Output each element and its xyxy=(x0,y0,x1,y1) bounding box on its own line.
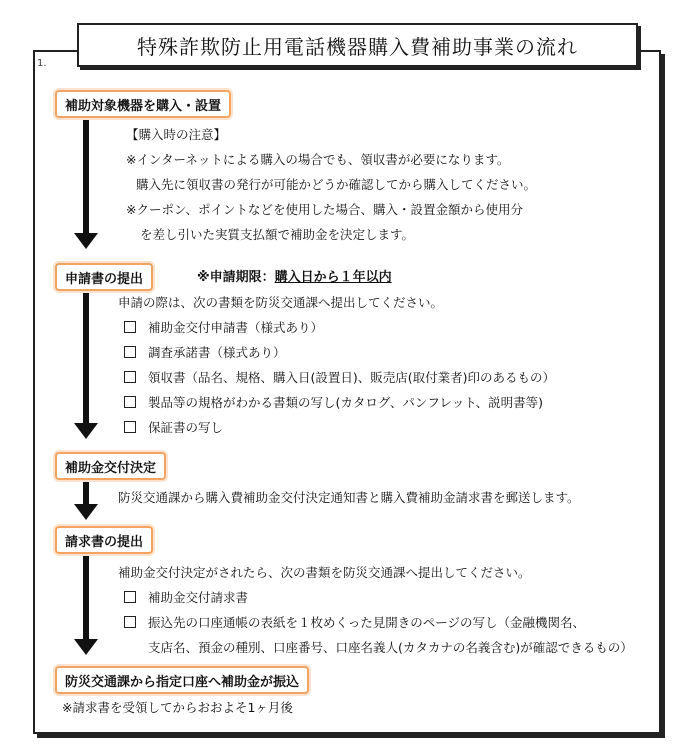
purchase-note-heading: 【購入時の注意】 xyxy=(126,127,227,142)
checklist-item: 調査承諾書（様式あり） xyxy=(124,345,286,361)
checkbox-icon xyxy=(124,396,136,408)
checkbox-icon xyxy=(124,371,136,383)
application-intro: 申請の際は、次の書類を防災交通課へ提出してください。 xyxy=(118,295,444,310)
application-deadline xyxy=(197,266,392,285)
checklist-item: 保証書の写し xyxy=(124,420,223,436)
checkbox-icon xyxy=(124,346,136,358)
transfer-timing-note: ※請求書を受領してからおおよそ1ヶ月後 xyxy=(62,700,293,715)
corner-mark: 1. xyxy=(37,58,47,69)
purchase-note-line: を差し引いた実質支払額で補助金を決定します。 xyxy=(140,227,415,242)
step-purchase-install: 補助対象機器を購入・設置 xyxy=(55,90,231,118)
purchase-note-line: ※インターネットによる購入の場合でも、領収書が必要になります。 xyxy=(126,152,510,167)
checklist-item: 補助金交付請求書 xyxy=(124,590,248,606)
checklist-item: 補助金交付申請書（様式あり） xyxy=(124,320,323,336)
bank-detail-continuation: 支店名、預金の種別、口座番号、口座名義人(カタカナの名義含む)が確認できるもの） xyxy=(148,640,633,655)
arrow-down-icon xyxy=(83,482,89,506)
checklist-item: 領収書（品名、規格、購入日(設置日)、販売店(取付業者)印のあるもの） xyxy=(124,370,555,386)
checkbox-icon xyxy=(124,421,136,433)
checklist-item: 製品等の規格がわかる書類の写し(カタログ、パンフレット、説明書等) xyxy=(124,395,543,411)
step-grant-transfer: 防災交通課から指定口座へ補助金が振込 xyxy=(55,666,309,694)
step-grant-decision: 補助金交付決定 xyxy=(55,452,166,480)
purchase-note-line: ※クーポン、ポイントなどを使用した場合、購入・設置金額から使用分 xyxy=(126,202,523,217)
deadline-prefix: ※申請期限： xyxy=(197,270,275,285)
checkbox-icon xyxy=(124,321,136,333)
purchase-note-line: 購入先に領収書の発行が可能かどうか確認してから購入してください。 xyxy=(136,177,537,192)
arrow-down-icon xyxy=(83,120,89,235)
checkbox-icon xyxy=(124,616,136,628)
step-submit-invoice: 請求書の提出 xyxy=(55,526,153,554)
arrow-down-icon xyxy=(83,556,89,641)
grant-decision-text: 防災交通課から購入費補助金交付決定通知書と購入費補助金請求書を郵送します。 xyxy=(118,490,580,505)
invoice-intro: 補助金交付決定がされたら、次の書類を防災交通課へ提出してください。 xyxy=(118,565,531,580)
checklist-item: 振込先の口座通帳の表紙を１枚めくった見開きのページの写し（金融機関名、 xyxy=(124,615,585,631)
arrow-down-icon xyxy=(83,293,89,425)
checkbox-icon xyxy=(124,591,136,603)
deadline-value: 購入日から１年以内 xyxy=(274,270,392,285)
page-title: 特殊詐欺防止用電話機器購入費補助事業の流れ xyxy=(77,23,638,67)
step-submit-application: 申請書の提出 xyxy=(55,263,153,291)
